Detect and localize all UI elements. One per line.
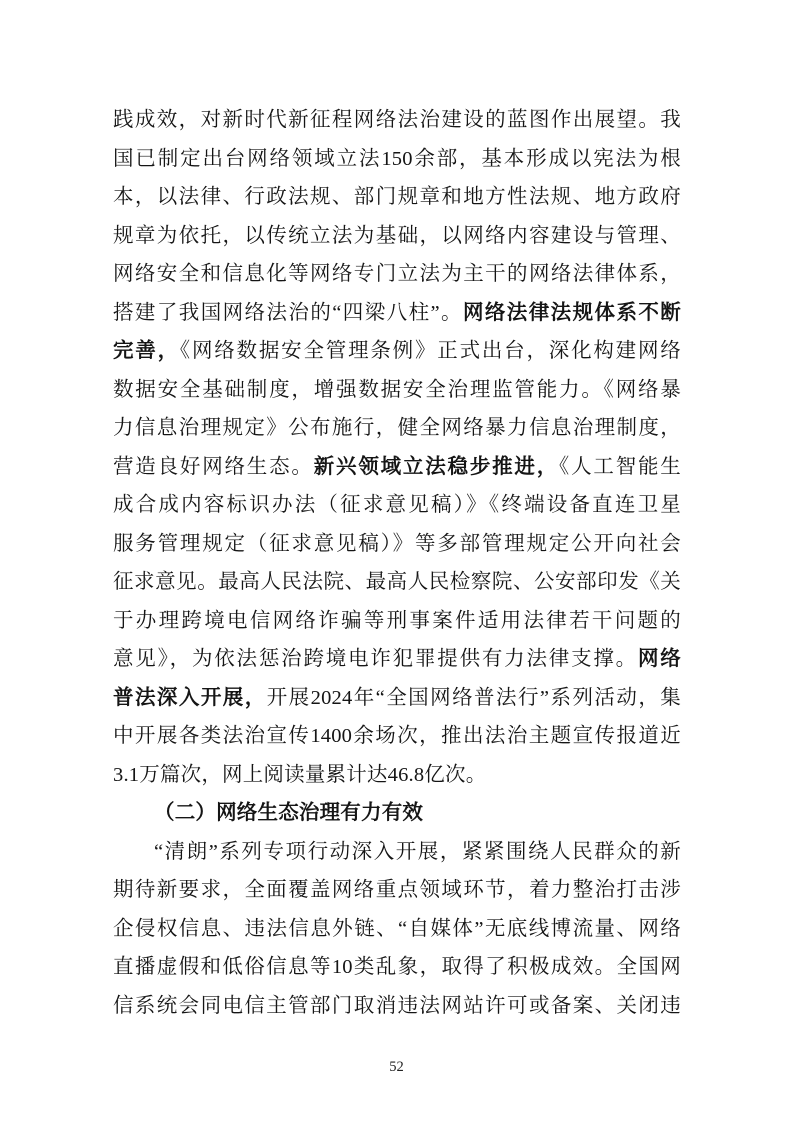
body-text-segment: 搭建了我国网络法治的“四梁八柱”。 — [113, 301, 463, 324]
text-line — [113, 178, 681, 217]
body-text-segment: 网络安全和信息化等网络专门立法为主干的网络法律体系， — [113, 263, 681, 285]
body-text-segment: 征求意见。最高人民法院、最高人民检察院、公安部印发《关 — [113, 571, 681, 593]
text-line — [113, 101, 681, 140]
text-line — [113, 563, 681, 602]
body-text-segment: 期待新要求，全面覆盖网络重点领域环节，着力整治打击涉 — [113, 879, 681, 901]
text-line — [113, 871, 681, 910]
text-line — [113, 602, 681, 641]
body-text-segment: 规章为依托，以传统立法为基础，以网络内容建设与管理、 — [113, 224, 681, 247]
body-text-segment: 企侵权信息、违法信息外链、“自媒体”无底线博流量、网络 — [113, 917, 681, 940]
text-line — [113, 987, 681, 1026]
body-text-segment: “清朗”系列专项行动深入开展，紧紧围绕人民群众的新 — [154, 840, 681, 863]
body-text-segment: 《网络数据安全管理条例》正式出台，深化构建网络 — [179, 340, 681, 362]
text-line — [113, 217, 681, 256]
text-line — [113, 294, 681, 333]
page-number: 52 — [389, 1059, 404, 1075]
bold-text-segment: 网络 — [637, 648, 681, 670]
text-line — [113, 717, 681, 756]
section-heading — [113, 794, 681, 833]
text-line — [113, 679, 681, 718]
text-line — [113, 756, 681, 795]
body-text-segment: 本，以法律、行政法规、部门规章和地方性法规、地方政府 — [113, 186, 681, 208]
text-line — [113, 448, 681, 487]
body-text-segment: 《人工智能生 — [559, 455, 682, 478]
body-text-segment: 成合成内容标识办法（征求意见稿）》《终端设备直连卫星 — [113, 494, 681, 516]
body-text-segment: 开展2024年“全国网络普法行”系列活动，集 — [266, 686, 681, 709]
document-text — [113, 101, 681, 1025]
body-text-segment: 中开展各类法治宣传1400余场次，推出法治主题宣传报道近 — [113, 725, 681, 747]
body-text-segment: 意见》，为依法惩治跨境电诈犯罪提供有力法律支撑。 — [113, 648, 638, 670]
bold-text-segment: 普法深入开展， — [113, 686, 267, 709]
bold-text-segment: 完善， — [113, 340, 180, 362]
body-text-segment: 数据安全基础制度，增强数据安全治理监管能力。《网络暴 — [113, 378, 681, 401]
text-line — [113, 140, 681, 179]
body-text-segment: 践成效，对新时代新征程网络法治建设的蓝图作出展望。我 — [113, 109, 681, 131]
body-text-segment: 国已制定出台网络领域立法150余部，基本形成以宪法为根 — [113, 147, 681, 170]
body-text-segment: 直播虚假和低俗信息等10类乱象，取得了积极成效。全国网 — [113, 956, 681, 978]
body-text-segment: 3.1万篇次，网上阅读量累计达46.8亿次。 — [113, 763, 487, 786]
bold-text-segment: 网络法律法规体系不断 — [462, 301, 681, 324]
text-line — [113, 525, 681, 564]
bold-text-segment: 新兴领域立法稳步推进， — [313, 455, 560, 478]
text-line — [113, 255, 681, 294]
body-text-segment: 服务管理规定（征求意见稿）》等多部管理规定公开向社会 — [113, 532, 681, 555]
text-line — [113, 486, 681, 525]
text-line — [113, 332, 681, 371]
text-line — [113, 833, 681, 872]
body-text-segment: 信系统会同电信主管部门取消违法网站许可或备案、关闭违 — [113, 994, 681, 1017]
body-text-segment: 营造良好网络生态。 — [113, 455, 314, 478]
text-line — [113, 640, 681, 679]
text-line — [113, 910, 681, 949]
text-line — [113, 371, 681, 410]
body-text-segment: 于办理跨境电信网络诈骗等刑事案件适用法律若干问题的 — [113, 609, 681, 632]
body-text-segment: 力信息治理规定》公布施行，健全网络暴力信息治理制度， — [113, 417, 681, 439]
bold-text-segment: （二）网络生态治理有力有效 — [154, 802, 424, 824]
text-line — [113, 409, 681, 448]
text-line — [113, 948, 681, 987]
